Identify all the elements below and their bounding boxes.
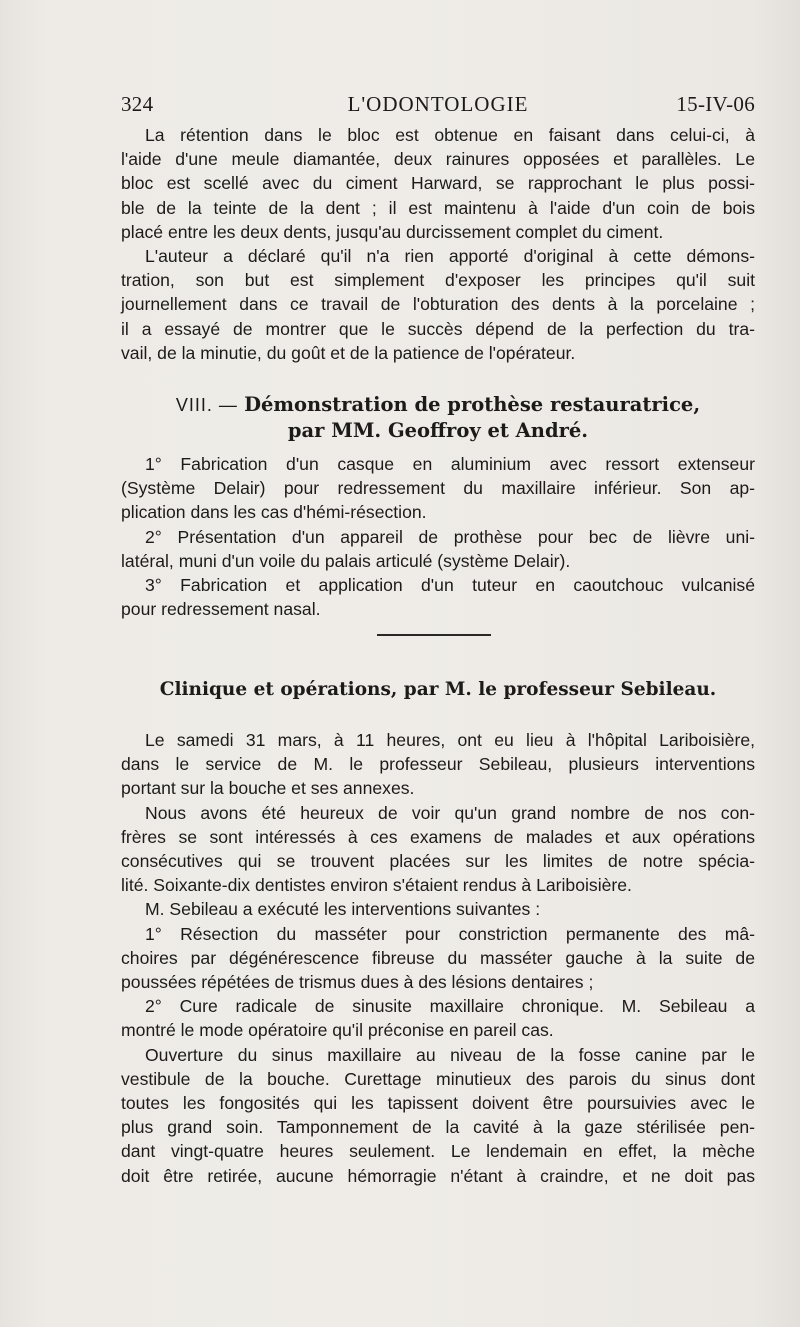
text-line: M. Sebileau a exécuté les interventions suivantes :	[145, 899, 541, 920]
text-line: Nous avons été heureux de voir qu'un grand nombre de nos con-	[145, 802, 755, 823]
section-numeral: VIII. —	[175, 395, 238, 415]
issue-date: 15-IV-06	[676, 92, 755, 116]
text-line: latéral, muni d'un voile du palais articulé (système Delair).	[121, 550, 571, 571]
text-line: il a essayé de montrer que le succès dépend de la perfection du tra-	[121, 318, 755, 339]
text-line: plus grand soin. Tamponnement de la cavité à la gaze stérilisée pen-	[121, 1117, 755, 1138]
text-line: dant vingt-quatre heures seulement. Le lendemain en effet, la mèche	[121, 1141, 755, 1162]
text-line: L'auteur a déclaré qu'il n'a rien apporté d'original à cette démons-	[145, 246, 755, 267]
text-line: lité. Soixante-dix dentistes environ s'étaient rendus à Lariboisière.	[121, 875, 632, 896]
text-line: 2° Cure radicale de sinusite maxillaire chronique. M. Sebileau a	[145, 996, 755, 1017]
page-number: 324	[121, 92, 154, 116]
paragraph-block-prothese	[121, 452, 755, 621]
heading-text: Démonstration de prothèse restauratrice,	[244, 393, 701, 416]
text-line: 1° Fabrication d'un casque en aluminium avec ressort extenseur	[145, 454, 755, 474]
section-heading-viii	[121, 392, 755, 444]
text-line: 3° Fabrication et application d'un tuteur en caoutchouc vulcanisé	[145, 575, 755, 596]
journal-title: L'ODONTOLOGIE	[347, 92, 529, 116]
text-line: journellement dans ce travail de l'obturation des dents à la porcelaine ;	[121, 294, 755, 315]
text-line: bloc est scellé avec du ciment Harward, se rapprochant le plus possi-	[121, 173, 755, 194]
text-line: La rétention dans le bloc est obtenue en faisant dans celui-ci, à	[145, 125, 755, 145]
text-line: doit être retirée, aucune hémorragie n'étant à craindre, et ne doit pas	[121, 1165, 755, 1186]
text-line: poussées répétées de trismus dues à des lésions dentaires ;	[121, 972, 594, 993]
text-line: choires par dégénérescence fibreuse du masséter gauche à la suite de	[121, 947, 755, 968]
text-line: 1° Résection du masséter pour constriction permanente des mâ-	[145, 923, 755, 944]
text-line: placé entre les deux dents, jusqu'au durcissement complet du ciment.	[121, 221, 664, 242]
text-line: montré le mode opératoire qu'il préconise en pareil cas.	[121, 1020, 554, 1041]
text-line: Ouverture du sinus maxillaire au niveau de la fosse canine par le	[145, 1044, 755, 1065]
text-line: vestibule de la bouche. Curettage minutieux des parois du sinus dont	[121, 1068, 755, 1089]
heading-line	[121, 418, 755, 444]
text-line: pour redressement nasal.	[121, 599, 321, 620]
text-line: toutes les fongosités qui les tapissent doivent être poursuivies avec le	[121, 1093, 755, 1114]
text-line: frères se sont intéressés à ces examens de malades et aux opérations	[121, 826, 755, 847]
text-line: consécutives qui se trouvent placées sur les limites de notre spécia-	[121, 851, 755, 872]
text-line: (Système Delair) pour redressement du maxillaire inférieur. Son ap-	[121, 478, 755, 499]
text-line: l'aide d'une meule diamantée, deux rainures opposées et parallèles. Le	[121, 149, 755, 170]
text-line: vail, de la minutie, du goût et de la patience de l'opérateur.	[121, 342, 576, 363]
text-line: ble de la teinte de la dent ; il est maintenu à l'aide d'un coin de bois	[121, 197, 755, 218]
paragraph-block-clinique	[121, 728, 755, 1188]
heading-line	[121, 392, 755, 418]
text-line: 2° Présentation d'un appareil de prothèse pour bec de lièvre uni-	[145, 526, 755, 547]
running-header	[121, 92, 755, 124]
text-line: plication dans les cas d'hémi-résection.	[121, 502, 427, 523]
paragraph-block-retention	[121, 123, 755, 365]
text-line: Le samedi 31 mars, à 11 heures, ont eu lieu à l'hôpital Lariboisière,	[145, 730, 755, 750]
text-line: dans le service de M. le professeur Sebileau, plusieurs interventions	[121, 754, 755, 775]
section-divider	[377, 634, 491, 636]
heading-text: par MM. Geoffroy et André.	[287, 419, 589, 442]
text-line: portant sur la bouche et ses annexes.	[121, 778, 415, 799]
text-line: tration, son but est simplement d'exposer les principes qu'il suit	[121, 270, 755, 291]
section-title-clinique: Clinique et opérations, par M. le professeur Sebileau.	[159, 679, 717, 700]
